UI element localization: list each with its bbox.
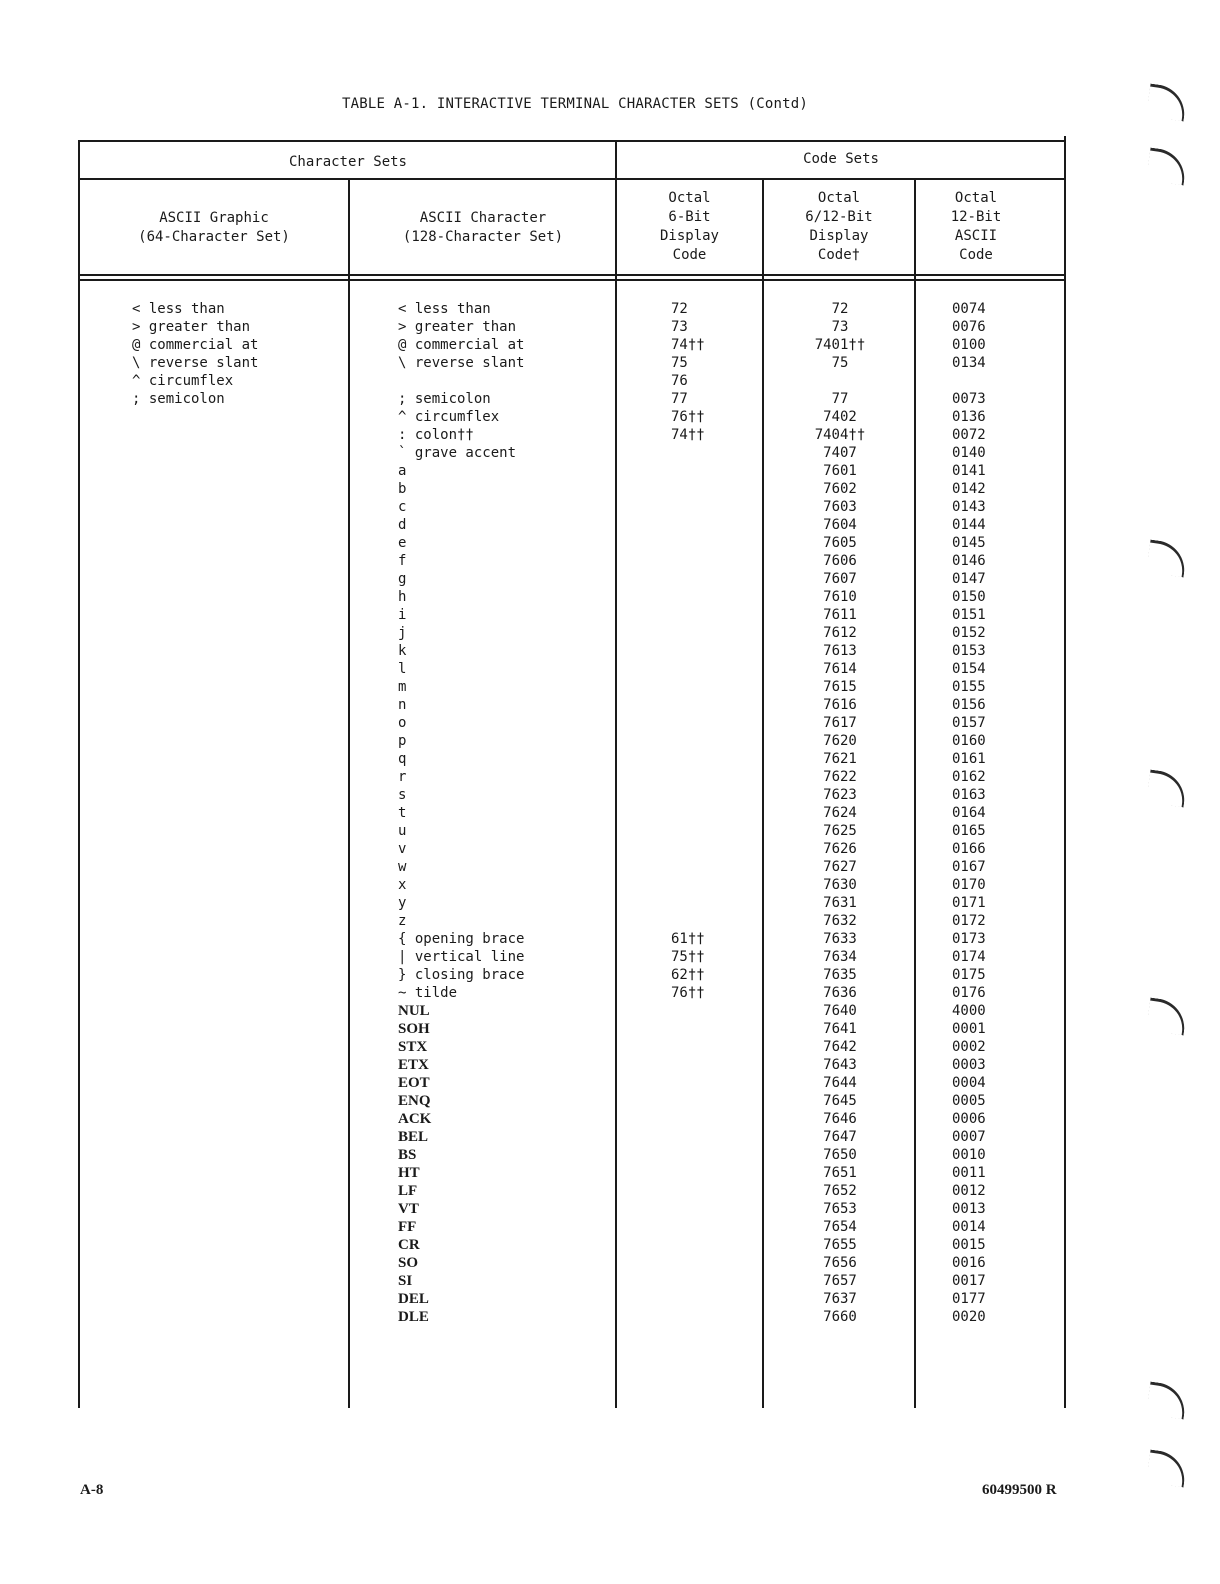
- octal-6bit-cell: [671, 624, 751, 642]
- octal-6bit-cell: [671, 1056, 751, 1074]
- octal-612bit-cell: 7652: [823, 1183, 857, 1199]
- octal-12bit-cell: 0167: [952, 859, 986, 875]
- octal-12bit-cell: 0015: [952, 1237, 986, 1253]
- character-cell: FF: [398, 1219, 417, 1235]
- octal-6bit-cell: [671, 786, 751, 804]
- octal-612bit-cell: 7615: [823, 679, 857, 695]
- octal-612bit-cell: 7627: [823, 859, 857, 875]
- octal-6bit-cell: 75: [671, 355, 688, 371]
- octal-12bit-cell: 0134: [952, 355, 986, 371]
- binder-mark: [1146, 148, 1188, 186]
- character-cell: u: [398, 823, 407, 839]
- octal-612bit-cell: 7643: [823, 1057, 857, 1073]
- octal-612bit-cell: 7617: [823, 715, 857, 731]
- character-cell: SI: [398, 1273, 413, 1289]
- octal-612bit-cell: 7625: [823, 823, 857, 839]
- octal-6bit-cell: [671, 858, 751, 876]
- octal-612bit-cell: 7616: [823, 697, 857, 713]
- character-cell: NUL: [398, 1003, 430, 1019]
- octal-612bit-cell: 7656: [823, 1255, 857, 1271]
- graphic-entry: > greater than: [132, 319, 251, 335]
- character-cell: q: [398, 751, 407, 767]
- octal-12bit-cell: 0141: [952, 463, 986, 479]
- character-cell: } closing brace: [398, 967, 525, 983]
- octal-12bit-cell: 0171: [952, 895, 986, 911]
- octal-612bit-cell: 7602: [823, 481, 857, 497]
- octal-612bit-cell: 7603: [823, 499, 857, 515]
- octal-6bit-cell: [671, 642, 751, 660]
- character-cell: j: [398, 625, 407, 641]
- octal-6bit-cell: [671, 1308, 751, 1326]
- character-cell: h: [398, 589, 407, 605]
- octal-6bit-cell: [671, 1038, 751, 1056]
- octal-6bit-cell: 74††: [671, 337, 705, 353]
- octal-6bit-cell: [671, 606, 751, 624]
- octal-612bit-cell: 7640: [823, 1003, 857, 1019]
- octal-612bit-cell: 7632: [823, 913, 857, 929]
- header-ascii-character: ASCII Character (128-Character Set): [402, 210, 564, 245]
- character-cell: HT: [398, 1165, 420, 1181]
- octal-612bit-column: [780, 300, 900, 1326]
- octal-612bit-cell: 7612: [823, 625, 857, 641]
- octal-612bit-cell: 7605: [823, 535, 857, 551]
- octal-12bit-cell: 0174: [952, 949, 986, 965]
- octal-12bit-cell: 0176: [952, 985, 986, 1001]
- octal-612bit-cell: 7631: [823, 895, 857, 911]
- octal-612bit-cell: 72: [831, 301, 849, 317]
- octal-6bit-cell: [671, 498, 751, 516]
- octal-12bit-cell: 0001: [952, 1021, 986, 1037]
- octal-612bit-cell: 77: [831, 391, 849, 407]
- octal-12bit-cell: 0004: [952, 1075, 986, 1091]
- octal-612bit-cell: 7624: [823, 805, 857, 821]
- octal-12bit-cell: 0007: [952, 1129, 986, 1145]
- character-cell: CR: [398, 1237, 420, 1253]
- octal-612bit-cell: 7604: [823, 517, 857, 533]
- octal-12bit-cell: 0073: [952, 391, 986, 407]
- octal-612bit-cell: 7646: [823, 1111, 857, 1127]
- octal-12bit-cell: 0164: [952, 805, 986, 821]
- binder-mark: [1146, 998, 1188, 1036]
- octal-612bit-cell: 7636: [823, 985, 857, 1001]
- binder-mark: [1146, 540, 1188, 578]
- character-cell: x: [398, 877, 407, 893]
- ascii-graphic-column: [132, 300, 332, 408]
- octal-6bit-cell: [671, 1146, 751, 1164]
- document-number: 60499500 R: [982, 1482, 1057, 1498]
- character-cell: \ reverse slant: [398, 355, 525, 371]
- octal-6bit-cell: [671, 714, 751, 732]
- octal-12bit-cell: 0017: [952, 1273, 986, 1289]
- octal-12bit-column: [952, 300, 1012, 1326]
- octal-6bit-cell: [671, 1218, 751, 1236]
- graphic-entry: < less than: [132, 301, 225, 317]
- octal-612bit-cell: 7630: [823, 877, 857, 893]
- octal-12bit-cell: 0153: [952, 643, 986, 659]
- character-cell: ACK: [398, 1111, 432, 1127]
- octal-612bit-cell: 7651: [823, 1165, 857, 1181]
- character-cell: v: [398, 841, 407, 857]
- character-cell: e: [398, 535, 407, 551]
- octal-6bit-cell: [671, 1200, 751, 1218]
- octal-12bit-cell: 0145: [952, 535, 986, 551]
- octal-12bit-cell: 0151: [952, 607, 986, 623]
- character-cell: > greater than: [398, 319, 517, 335]
- octal-12bit-cell: 0074: [952, 301, 986, 317]
- octal-6bit-cell: [671, 912, 751, 930]
- character-cell: DLE: [398, 1309, 429, 1325]
- octal-12bit-cell: 0147: [952, 571, 986, 587]
- character-cell: k: [398, 643, 407, 659]
- octal-612bit-cell: 7404††: [814, 427, 866, 443]
- character-cell: ENQ: [398, 1093, 431, 1109]
- character-cell: t: [398, 805, 407, 821]
- octal-612bit-cell: 7623: [823, 787, 857, 803]
- octal-612bit-cell: 7611: [823, 607, 857, 623]
- octal-6bit-cell: [671, 588, 751, 606]
- octal-12bit-cell: 0005: [952, 1093, 986, 1109]
- octal-6bit-cell: [671, 480, 751, 498]
- octal-612bit-cell: 7650: [823, 1147, 857, 1163]
- binder-mark: [1146, 1450, 1188, 1488]
- header-octal-612bit: Octal 6/12-Bit Display Code†: [805, 190, 873, 263]
- octal-6bit-cell: 61††: [671, 931, 705, 947]
- octal-6bit-cell: [671, 678, 751, 696]
- character-cell: : colon††: [398, 427, 474, 443]
- ascii-character-column: [398, 300, 608, 1326]
- octal-12bit-cell: 0006: [952, 1111, 986, 1127]
- character-cell: VT: [398, 1201, 419, 1217]
- octal-6bit-cell: 75††: [671, 949, 705, 965]
- octal-6bit-cell: [671, 1020, 751, 1038]
- graphic-entry: ^ circumflex: [132, 373, 234, 389]
- graphic-entry: ; semicolon: [132, 391, 225, 407]
- octal-12bit-cell: 0146: [952, 553, 986, 569]
- character-cell: SOH: [398, 1021, 430, 1037]
- octal-612bit-cell: 7620: [823, 733, 857, 749]
- page-number: A-8: [80, 1482, 104, 1498]
- character-cell: i: [398, 607, 407, 623]
- character-cell: d: [398, 517, 407, 533]
- octal-612bit-cell: 7402: [823, 409, 857, 425]
- octal-12bit-cell: 0161: [952, 751, 986, 767]
- octal-612bit-cell: 7635: [823, 967, 857, 983]
- octal-12bit-cell: 0156: [952, 697, 986, 713]
- octal-12bit-cell: 0150: [952, 589, 986, 605]
- octal-12bit-cell: 0011: [952, 1165, 986, 1181]
- octal-12bit-cell: 0172: [952, 913, 986, 929]
- octal-612bit-cell: 7654: [823, 1219, 857, 1235]
- octal-612bit-cell: 7657: [823, 1273, 857, 1289]
- octal-12bit-cell: 0154: [952, 661, 986, 677]
- header-octal-6bit: Octal 6-Bit Display Code: [659, 190, 719, 263]
- octal-6bit-cell: 62††: [671, 967, 705, 983]
- character-cell: < less than: [398, 301, 491, 317]
- octal-6bit-cell: [671, 1236, 751, 1254]
- octal-6bit-cell: [671, 1002, 751, 1020]
- octal-6bit-cell: [671, 876, 751, 894]
- binder-mark: [1146, 1382, 1188, 1420]
- octal-6bit-cell: [671, 1182, 751, 1200]
- header-octal-12bit: Octal 12-Bit ASCII Code: [950, 190, 1002, 263]
- octal-12bit-cell: 0020: [952, 1309, 986, 1325]
- octal-6bit-cell: 77: [671, 391, 688, 407]
- octal-12bit-cell: [952, 372, 1012, 390]
- octal-12bit-cell: 0013: [952, 1201, 986, 1217]
- character-cell: @ commercial at: [398, 337, 525, 353]
- octal-6bit-cell: [671, 552, 751, 570]
- octal-6bit-cell: 76††: [671, 409, 705, 425]
- character-cell: o: [398, 715, 407, 731]
- octal-12bit-cell: 0173: [952, 931, 986, 947]
- octal-612bit-cell: 7653: [823, 1201, 857, 1217]
- octal-6bit-cell: [671, 534, 751, 552]
- character-cell: SO: [398, 1255, 419, 1271]
- octal-12bit-cell: 0014: [952, 1219, 986, 1235]
- character-cell: w: [398, 859, 407, 875]
- octal-612bit-cell: 75: [831, 355, 849, 371]
- octal-612bit-cell: 7633: [823, 931, 857, 947]
- header-character-sets: Character Sets: [288, 154, 407, 170]
- octal-612bit-cell: 7613: [823, 643, 857, 659]
- octal-6bit-cell: 76: [671, 373, 688, 389]
- character-cell: s: [398, 787, 407, 803]
- octal-6bit-cell: [671, 1290, 751, 1308]
- character-cell: z: [398, 913, 407, 929]
- character-cell: m: [398, 679, 407, 695]
- octal-6bit-cell: [671, 1074, 751, 1092]
- octal-12bit-cell: 0162: [952, 769, 986, 785]
- character-cell: ~ tilde: [398, 985, 458, 1001]
- octal-12bit-cell: 0175: [952, 967, 986, 983]
- octal-12bit-cell: 0177: [952, 1291, 986, 1307]
- octal-12bit-cell: 0160: [952, 733, 986, 749]
- character-cell: ` grave accent: [398, 445, 517, 461]
- character-cell: BS: [398, 1147, 417, 1163]
- character-cell: BEL: [398, 1129, 429, 1145]
- character-cell: { opening brace: [398, 931, 525, 947]
- octal-612bit-cell: 7610: [823, 589, 857, 605]
- octal-6bit-cell: 72: [671, 301, 688, 317]
- character-cell: LF: [398, 1183, 418, 1199]
- octal-612bit-cell: 7606: [823, 553, 857, 569]
- octal-612bit-cell: 7641: [823, 1021, 857, 1037]
- octal-12bit-cell: 0012: [952, 1183, 986, 1199]
- character-cell: a: [398, 463, 407, 479]
- octal-612bit-cell: 7607: [823, 571, 857, 587]
- binder-mark: [1146, 84, 1188, 122]
- character-cell: g: [398, 571, 407, 587]
- octal-612bit-cell: 73: [831, 319, 849, 335]
- character-cell: [398, 372, 608, 390]
- binder-mark: [1146, 770, 1188, 808]
- character-cell: c: [398, 499, 407, 515]
- octal-612bit-cell: 7407: [823, 445, 857, 461]
- character-cell: DEL: [398, 1291, 429, 1307]
- character-cell: ETX: [398, 1057, 429, 1073]
- octal-6bit-cell: [671, 444, 751, 462]
- octal-6bit-cell: [671, 696, 751, 714]
- character-cell: f: [398, 553, 407, 569]
- octal-12bit-cell: 0165: [952, 823, 986, 839]
- octal-6bit-cell: [671, 894, 751, 912]
- octal-12bit-cell: 0157: [952, 715, 986, 731]
- octal-612bit-cell: 7647: [823, 1129, 857, 1145]
- octal-6bit-cell: [671, 822, 751, 840]
- octal-12bit-cell: 0010: [952, 1147, 986, 1163]
- octal-6bit-cell: [671, 1164, 751, 1182]
- octal-12bit-cell: 0140: [952, 445, 986, 461]
- octal-612bit-cell: 7401††: [814, 337, 866, 353]
- octal-6bit-cell: 73: [671, 319, 688, 335]
- octal-12bit-cell: 0016: [952, 1255, 986, 1271]
- octal-6bit-cell: [671, 462, 751, 480]
- octal-12bit-cell: 0155: [952, 679, 986, 695]
- octal-6bit-cell: [671, 516, 751, 534]
- graphic-entry: @ commercial at: [132, 337, 259, 353]
- octal-612bit-cell: 7660: [823, 1309, 857, 1325]
- octal-6bit-cell: [671, 732, 751, 750]
- octal-6bit-cell: [671, 1272, 751, 1290]
- octal-12bit-cell: 0144: [952, 517, 986, 533]
- character-cell: y: [398, 895, 407, 911]
- character-cell: p: [398, 733, 407, 749]
- octal-12bit-cell: 0143: [952, 499, 986, 515]
- octal-612bit-cell: 7655: [823, 1237, 857, 1253]
- octal-6bit-cell: [671, 804, 751, 822]
- octal-12bit-cell: 0163: [952, 787, 986, 803]
- octal-12bit-cell: 0136: [952, 409, 986, 425]
- octal-12bit-cell: 0166: [952, 841, 986, 857]
- octal-6bit-cell: [671, 1254, 751, 1272]
- octal-612bit-cell: 7622: [823, 769, 857, 785]
- octal-612bit-cell: 7642: [823, 1039, 857, 1055]
- character-cell: ; semicolon: [398, 391, 491, 407]
- character-cell: r: [398, 769, 407, 785]
- octal-6bit-cell: [671, 840, 751, 858]
- octal-12bit-cell: 0003: [952, 1057, 986, 1073]
- character-cell: n: [398, 697, 407, 713]
- octal-12bit-cell: 4000: [952, 1003, 986, 1019]
- header-code-sets: Code Sets: [803, 151, 879, 167]
- octal-6bit-cell: 74††: [671, 427, 705, 443]
- character-cell: EOT: [398, 1075, 430, 1091]
- octal-612bit-cell: 7614: [823, 661, 857, 677]
- table-title: TABLE A-1. INTERACTIVE TERMINAL CHARACTER SETS (Contd): [342, 96, 808, 112]
- octal-12bit-cell: 0076: [952, 319, 986, 335]
- octal-6bit-cell: [671, 570, 751, 588]
- octal-612bit-cell: 7621: [823, 751, 857, 767]
- header-ascii-graphic: ASCII Graphic (64-Character Set): [138, 210, 290, 245]
- octal-612bit-cell: 7634: [823, 949, 857, 965]
- octal-612bit-cell: 7626: [823, 841, 857, 857]
- character-cell: l: [398, 661, 407, 677]
- octal-12bit-cell: 0100: [952, 337, 986, 353]
- character-cell: ^ circumflex: [398, 409, 500, 425]
- octal-6bit-cell: [671, 1128, 751, 1146]
- octal-6bit-cell: [671, 768, 751, 786]
- character-cell: b: [398, 481, 407, 497]
- graphic-entry: \ reverse slant: [132, 355, 259, 371]
- octal-6bit-cell: [671, 660, 751, 678]
- octal-6bit-column: [671, 300, 751, 1326]
- octal-6bit-cell: [671, 750, 751, 768]
- octal-612bit-cell: 7601: [823, 463, 857, 479]
- octal-6bit-cell: [671, 1110, 751, 1128]
- octal-12bit-cell: 0072: [952, 427, 986, 443]
- octal-612bit-cell: 7637: [823, 1291, 857, 1307]
- octal-612bit-cell: 7645: [823, 1093, 857, 1109]
- character-cell: | vertical line: [398, 949, 525, 965]
- character-cell: STX: [398, 1039, 428, 1055]
- octal-6bit-cell: 76††: [671, 985, 705, 1001]
- octal-6bit-cell: [671, 1092, 751, 1110]
- octal-12bit-cell: 0002: [952, 1039, 986, 1055]
- octal-12bit-cell: 0142: [952, 481, 986, 497]
- octal-612bit-cell: 7644: [823, 1075, 857, 1091]
- octal-12bit-cell: 0170: [952, 877, 986, 893]
- octal-12bit-cell: 0152: [952, 625, 986, 641]
- octal-612bit-cell: [780, 372, 900, 390]
